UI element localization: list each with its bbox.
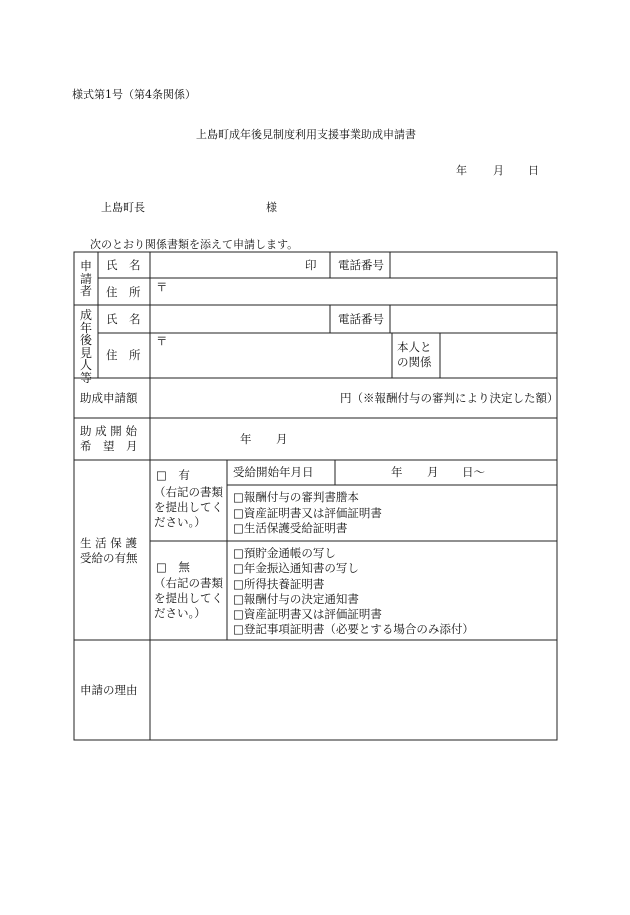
ward-name-field[interactable]	[151, 306, 329, 332]
applicant-address-field[interactable]	[170, 279, 556, 304]
date-year-label: 年	[456, 164, 467, 177]
welfare-yes-doc: □報酬付与の審判書謄本	[233, 490, 359, 504]
date-day-label: 日	[528, 164, 539, 177]
start-month-label: 月	[276, 432, 288, 446]
applicant-seal-mark: 印	[305, 258, 317, 272]
start-label-line2: 希 望 月	[80, 439, 138, 453]
honorific: 様	[266, 201, 277, 214]
ward-postal-mark: 〒	[156, 334, 168, 348]
reason-input-area[interactable]	[151, 641, 556, 739]
ward-phone-field[interactable]	[391, 306, 556, 332]
start-label-line1: 助 成 開 始	[80, 424, 137, 438]
ward-name-label: 氏 名	[106, 312, 141, 326]
ward-address-label: 住 所	[106, 348, 141, 362]
welfare-no-doc: □資産証明書又は評価証明書	[233, 607, 382, 621]
intro-text: 次のとおり関係書類を添えて申請します。	[90, 238, 299, 251]
welfare-no-doc: □報酬付与の決定通知書	[233, 592, 359, 606]
ward-relation-field[interactable]	[441, 334, 556, 377]
start-year-label: 年	[240, 432, 252, 446]
welfare-no-doc: □年金振込通知書の写し	[233, 561, 359, 575]
welfare-label-line2: 受給の有無	[80, 551, 138, 565]
welfare-yes-doc: □生活保護受給証明書	[233, 521, 348, 535]
welfare-no-doc: □所得扶養証明書	[233, 577, 325, 591]
ward-address-field[interactable]	[170, 334, 391, 377]
ward-relation-label: 本人との関係	[397, 340, 432, 369]
form-title: 上島町成年後見制度利用支援事業助成申請書	[196, 128, 416, 141]
applicant-phone-field[interactable]	[391, 253, 556, 277]
applicant-address-label: 住 所	[106, 285, 141, 299]
welfare-yes-doc: □資産証明書又は評価証明書	[233, 506, 382, 520]
applicant-name-label: 氏 名	[106, 258, 141, 272]
welfare-no-doc: □登記事項証明書（必要とする場合のみ添付）	[233, 622, 474, 636]
welfare-yes-checkbox: □ 有	[156, 468, 190, 482]
welfare-label-line1: 生 活 保 護	[80, 536, 137, 550]
form-number: 様式第1号（第4条関係）	[72, 88, 196, 101]
welfare-no-doc: □預貯金通帳の写し	[233, 546, 336, 560]
date-month-label: 月	[493, 164, 504, 177]
amount-note: 円（※報酬付与の審判により決定した額）	[340, 391, 559, 405]
addressee: 上島町長	[101, 201, 145, 214]
welfare-start-date-label: 受給開始年月日	[233, 465, 314, 479]
applicant-postal-mark: 〒	[156, 280, 168, 294]
welfare-start-day-label: 日〜	[462, 465, 485, 479]
ward-section-label: 成年後見人等	[79, 308, 92, 385]
welfare-no-checkbox: □ 無	[156, 560, 190, 574]
applicant-phone-label: 電話番号	[338, 258, 384, 272]
applicant-name-field[interactable]	[151, 253, 301, 277]
welfare-yes-note: （右記の書類を提出してください。）	[154, 485, 223, 529]
welfare-no-note: （右記の書類を提出してください。）	[154, 576, 223, 620]
amount-field[interactable]	[151, 379, 336, 417]
ward-phone-label: 電話番号	[338, 312, 384, 326]
reason-label: 申請の理由	[80, 683, 138, 697]
welfare-start-month-label: 月	[427, 465, 439, 479]
welfare-start-year-label: 年	[391, 465, 403, 479]
amount-label: 助成申請額	[80, 391, 138, 405]
applicant-section-label: 申請者	[79, 259, 92, 298]
